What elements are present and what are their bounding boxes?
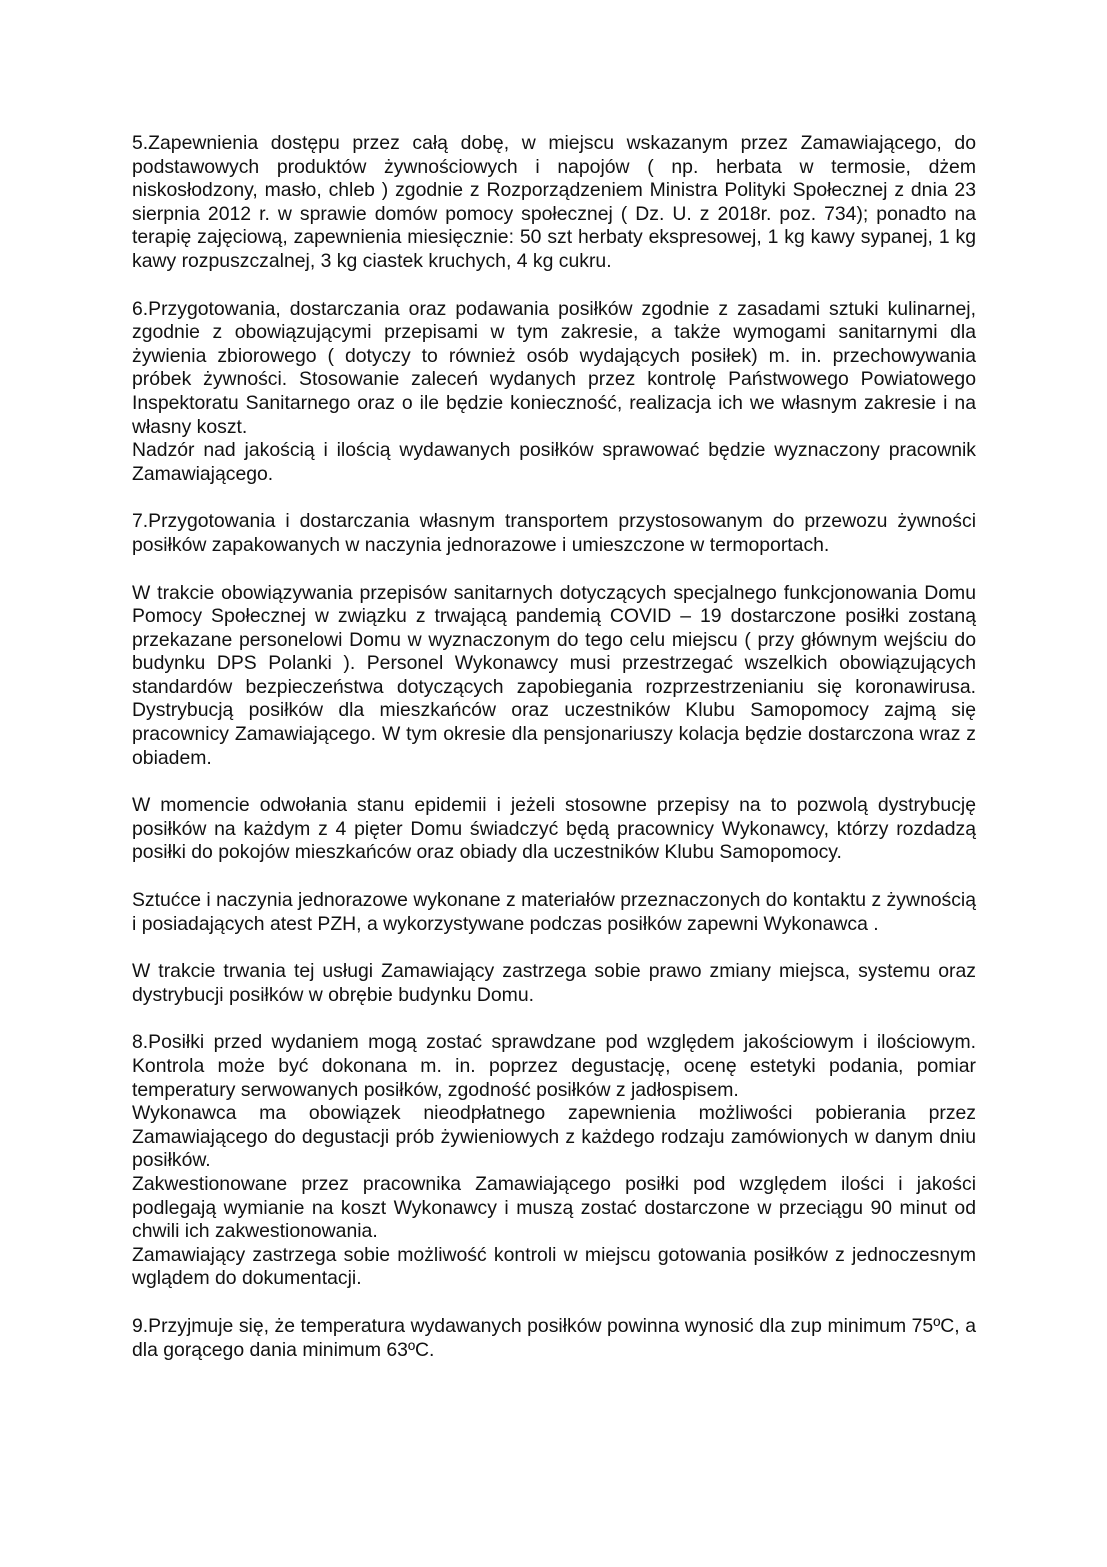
section-7-block	[132, 510, 976, 557]
distribution-change-paragraph: W trakcie trwania tej usługi Zamawiający zastrzega sobie prawo zmiany miejsca, systemu oraz dystrybucji posiłków w obrębie budynku Domu.	[132, 960, 976, 1006]
cutlery-paragraph: Sztućce i naczynia jednorazowe wykonane z materiałów przeznaczonych do kontaktu z żywnością i posiadających atest PZH, a wykorzystywane podczas posiłków zapewni Wykonawca .	[132, 889, 976, 935]
section-5-paragraph: 5.Zapewnienia dostępu przez całą dobę, w miejscu wskazanym przez Zamawiającego, do podstawowych produktów żywnościowych i napojów ( np. herbata w termosie, dżem niskosłodzony, masło, chleb ) zgodnie z Rozporządzeniem Ministra Polityki Społecznej z dnia 23 sierpnia 2012 r. w sprawie domów pomocy społecznej ( Dz. U. z 2018r. poz. 734); ponadto na terapię zajęciową, zapewnienia miesięcznie: 50 szt herbaty ekspresowej, 1 kg kawy sypanej, 1 kg kawy rozpuszczalnej, 3 kg ciastek kruchych, 4 kg cukru.	[132, 132, 976, 272]
section-5-block	[132, 132, 976, 274]
distribution-change-block	[132, 960, 976, 1007]
cutlery-block	[132, 889, 976, 936]
covid-block	[132, 582, 976, 771]
section-7-paragraph: 7.Przygotowania i dostarczania własnym transportem przystosowanym do przewozu żywności posiłków zapakowanych w naczynia jednorazowe i umieszczone w termoportach.	[132, 510, 976, 556]
post-epidemic-paragraph: W momencie odwołania stanu epidemii i jeżeli stosowne przepisy na to pozwolą dystrybucję posiłków na każdym z 4 pięter Domu świadczyć będą pracownicy Wykonawcy, którzy rozdadzą posiłki do pokojów mieszkańców oraz obiady dla uczestników Klubu Samopomocy.	[132, 794, 976, 864]
section-8-paragraph: 8.Posiłki przed wydaniem mogą zostać sprawdzane pod względem jakościowym i ilościowym. Kontrola może być dokonana m. in. poprzez degustację, ocenę estetyki podania, pomiar temperatury serwowanych posiłków, zgodność posiłków z jadłospisem.	[132, 1031, 976, 1101]
covid-paragraph: W trakcie obowiązywania przepisów sanitarnych dotyczących specjalnego funkcjonowania Domu Pomocy Społecznej w związku z trwającą pandemią COVID – 19 dostarczone posiłki zostaną przekazane personelowi Domu w wyznaczonym do tego celu miejscu ( przy głównym wejściu do budynku DPS Polanki ). Personel Wykonawcy musi przestrzegać wszelkich obowiązujących standardów bezpieczeństwa dotyczących zapobiegania rozprzestrzenianiu się koronawirusa. Dystrybucją posiłków dla mieszkańców oraz uczestników Klubu Samopomocy zajmą się pracownicy Zamawiającego. W tym okresie dla pensjonariuszy kolacja będzie dostarczona wraz z obiadem.	[132, 581, 976, 769]
supervision-paragraph: Nadzór nad jakością i ilością wydawanych posiłków sprawować będzie wyznaczony pracownik Zamawiającego.	[132, 439, 976, 485]
replacement-paragraph: Zakwestionowane przez pracownika Zamawiającego posiłki pod względem ilości i jakości podlegają wymianie na koszt Wykonawcy i muszą zostać dostarczone w przeciągu 90 minut od chwili ich zakwestionowania.	[132, 1172, 976, 1243]
section-6-paragraph: 6.Przygotowania, dostarczania oraz podawania posiłków zgodnie z zasadami sztuki kulinarnej, zgodnie z obowiązującymi przepisami w tym zakresie, a także wymogami sanitarnymi dla żywienia zbiorowego ( dotyczy to również osób wydających posiłek) m. in. przechowywania próbek żywności. Stosowanie zaleceń wydanych przez kontrolę Państwowego Powiatowego Inspektoratu Sanitarnego oraz o ile będzie konieczność, realizacja ich we własnym zakresie i na własny koszt.	[132, 297, 976, 438]
post-epidemic-block	[132, 794, 976, 865]
section-9-block	[132, 1315, 976, 1362]
section-6-block	[132, 298, 976, 487]
kitchen-control-paragraph: Zamawiający zastrzega sobie możliwość kontroli w miejscu gotowania posiłków z jednoczesnym wglądem do dokumentacji.	[132, 1243, 976, 1290]
section-9-paragraph: 9.Przyjmuje się, że temperatura wydawanych posiłków powinna wynosić dla zup minimum 75ºC, a dla gorącego dania minimum 63ºC.	[132, 1314, 976, 1361]
section-8-block	[132, 1031, 976, 1291]
document-page	[132, 132, 976, 1386]
tasting-paragraph: Wykonawca ma obowiązek nieodpłatnego zapewnienia możliwości pobierania przez Zamawiającego do degustacji prób żywieniowych z każdego rodzaju zamówionych w danym dniu posiłków.	[132, 1102, 976, 1172]
